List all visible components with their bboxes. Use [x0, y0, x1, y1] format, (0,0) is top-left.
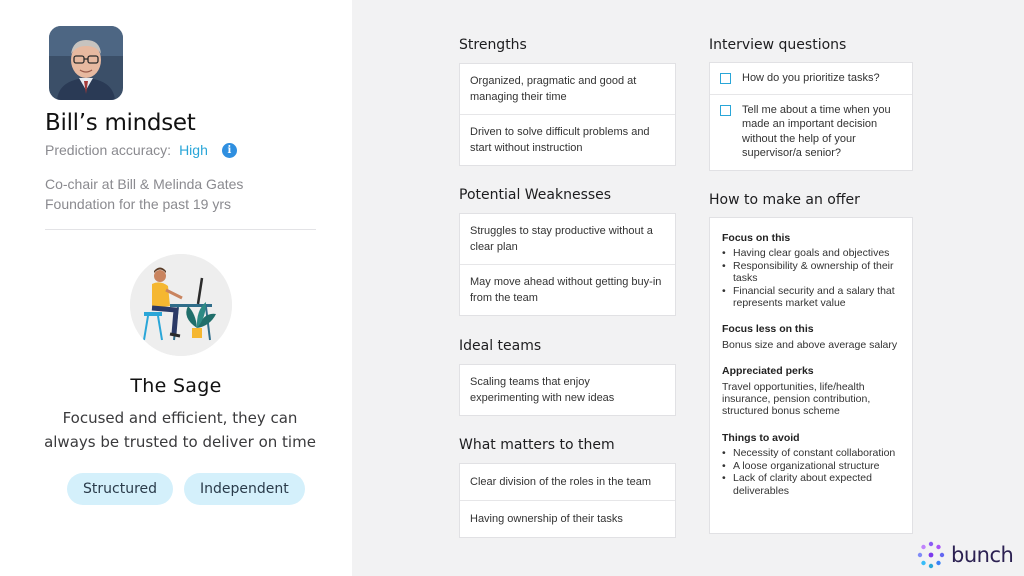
list-item: Struggles to stay productive without a clear plan — [460, 214, 675, 265]
accuracy-label: Prediction accuracy: — [45, 142, 172, 158]
matters-box — [459, 463, 676, 538]
insights-panel — [352, 0, 1024, 576]
divider — [45, 229, 316, 230]
profile-name: Bill’s mindset — [45, 110, 196, 136]
interview-question[interactable] — [710, 63, 912, 95]
tag-independent[interactable]: Independent — [184, 473, 305, 505]
offer-perks-group — [722, 365, 900, 418]
list-item: Organized, pragmatic and good at managing their time — [460, 64, 675, 115]
list-item: • Having clear goals and objectives — [722, 247, 900, 259]
offer-less-title: Focus less on this — [722, 323, 814, 336]
list-item: • Financial security and a salary that represents market value — [722, 285, 900, 310]
interview-title: Interview questions — [709, 37, 847, 53]
offer-perks-title: Appreciated perks — [722, 365, 814, 378]
offer-box — [709, 217, 913, 534]
role-description — [45, 174, 285, 214]
offer-perks-text: Travel opportunities, life/health insurance, pension contribution, structured bonus scheme — [722, 380, 871, 418]
tag-list — [67, 473, 305, 505]
prediction-accuracy — [45, 142, 237, 158]
accuracy-value: High — [179, 142, 208, 158]
ideal-teams-title: Ideal teams — [459, 338, 542, 354]
list-item: • Necessity of constant collaboration — [722, 447, 900, 459]
list-item: • Lack of clarity about expected deliverables — [722, 472, 900, 497]
list-item: Driven to solve difficult problems and start without instruction — [470, 126, 650, 154]
list-item: Clear division of the roles in the team — [460, 464, 675, 501]
list-item: • Responsibility & ownership of their tasks — [722, 260, 900, 285]
person-at-desk-icon — [130, 254, 232, 356]
profile-panel — [0, 0, 352, 576]
role-line: Co-chair at Bill & Melinda Gates — [45, 176, 244, 192]
matters-title: What matters to them — [459, 437, 615, 453]
brand-name: bunch — [951, 543, 1014, 567]
offer-avoid-group — [722, 432, 900, 497]
offer-content — [710, 218, 912, 507]
weaknesses-box — [459, 213, 676, 316]
list-item: May move ahead without getting buy-in from the team — [470, 276, 662, 304]
persona-description — [30, 406, 330, 454]
question-text: How do you prioritize tasks? — [742, 72, 880, 84]
persona-description-line: Focused and efficient, they can — [62, 409, 298, 427]
interview-box — [709, 62, 913, 171]
persona-description-line: always be trusted to deliver on time — [44, 433, 316, 451]
offer-title: How to make an offer — [709, 192, 860, 208]
offer-less-group — [722, 323, 900, 351]
avatar — [49, 26, 123, 100]
offer-less-text: Bonus size and above average salary — [722, 338, 898, 351]
strengths-box — [459, 63, 676, 166]
strengths-title: Strengths — [459, 37, 527, 53]
offer-focus-group — [722, 232, 900, 309]
checkbox[interactable] — [720, 73, 731, 84]
ideal-teams-box — [459, 364, 676, 416]
offer-focus-title: Focus on this — [722, 232, 791, 244]
interview-question[interactable] — [710, 95, 912, 170]
weaknesses-title: Potential Weaknesses — [459, 187, 612, 203]
info-icon[interactable]: i — [222, 143, 237, 158]
question-text: Tell me about a time when you made an important decision without the help of your supervisor/a senior? — [742, 103, 891, 159]
list-item: • A loose organizational structure — [722, 460, 900, 472]
persona-title: The Sage — [130, 375, 222, 397]
bunch-dots-icon — [917, 541, 945, 569]
tag-structured[interactable]: Structured — [67, 473, 173, 505]
avatar-photo-icon — [49, 26, 123, 100]
role-line: Foundation for the past 19 yrs — [45, 196, 231, 212]
offer-avoid-title: Things to avoid — [722, 431, 800, 444]
checkbox[interactable] — [720, 105, 731, 116]
list-item: Scaling teams that enjoy experimenting with new ideas — [470, 376, 615, 404]
list-item: Having ownership of their tasks — [470, 513, 623, 525]
brand-logo — [917, 541, 1013, 569]
persona-illustration — [130, 254, 232, 356]
